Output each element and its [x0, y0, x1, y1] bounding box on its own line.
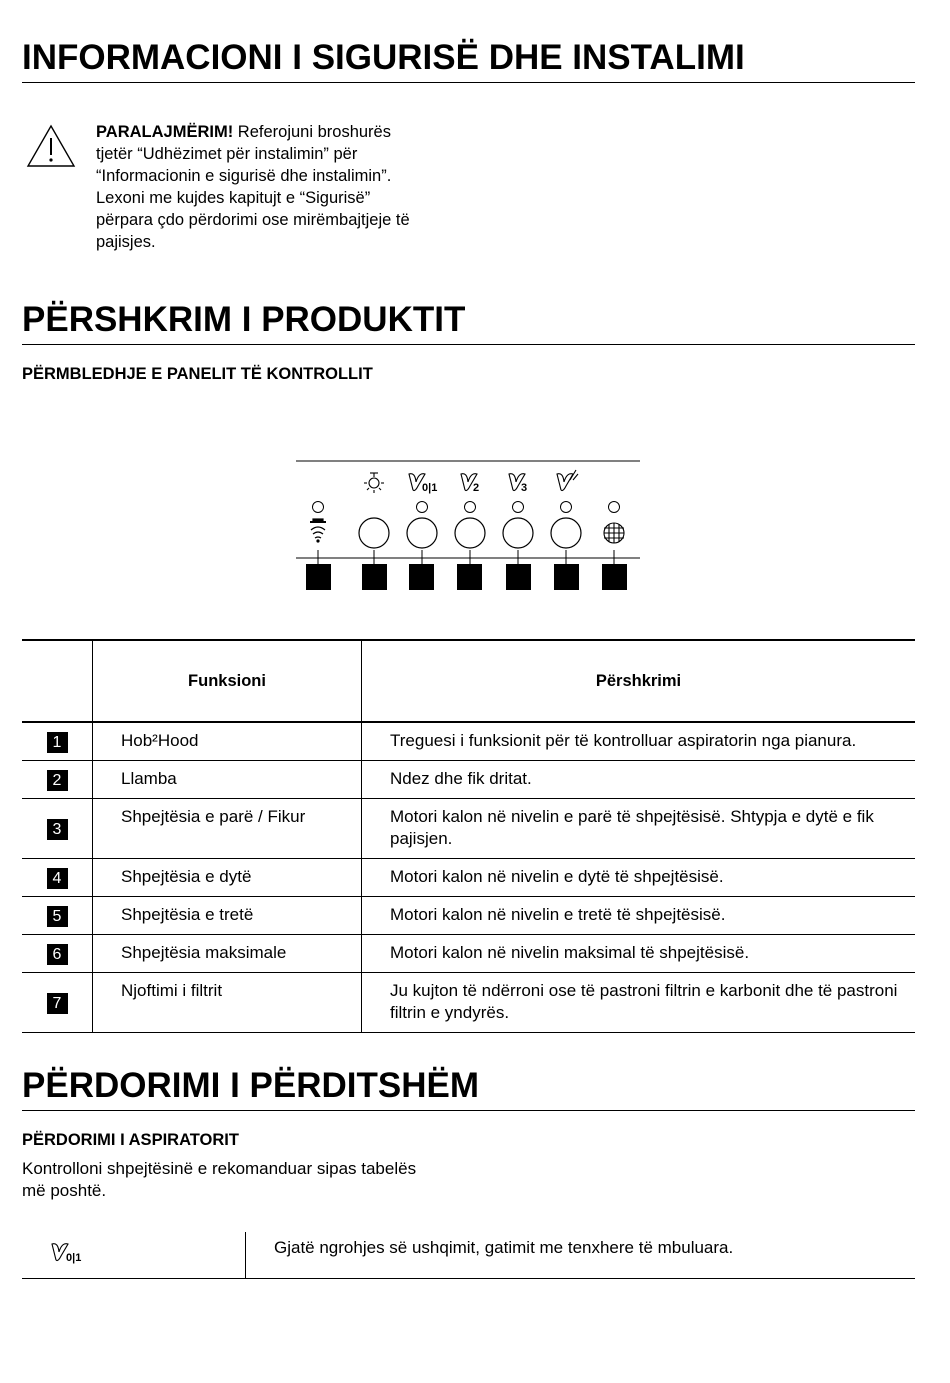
lamp-button — [359, 518, 389, 548]
indicator-led — [513, 502, 524, 513]
row-function: Shpejtësia maksimale — [93, 935, 362, 973]
subtitle-control-panel: PËRMBLEDHJE E PANELIT TË KONTROLLIT — [22, 365, 373, 383]
row-number: 5 — [47, 906, 68, 927]
indicator-led — [465, 502, 476, 513]
table-row — [22, 973, 915, 1033]
indicator-led — [561, 502, 572, 513]
callout-square-4 — [457, 564, 482, 590]
control-panel-diagram — [295, 460, 641, 595]
header-number — [22, 640, 93, 722]
row-number: 4 — [47, 868, 68, 889]
row-description: Motori kalon në nivelin e tretë të shpejtësisë. — [362, 897, 916, 935]
section-title-safety: INFORMACIONI I SIGURISË DHE INSTALIMI — [22, 38, 915, 83]
row-function: Shpejtësia e parë / Fikur — [93, 799, 362, 859]
header-function: Funksioni — [93, 640, 362, 722]
intro-paragraph: Kontrolloni shpejtësinë e rekomanduar sipas tabelës më poshtë. — [22, 1159, 417, 1200]
row-description: Ndez dhe fik dritat. — [362, 761, 916, 799]
callout-square-7 — [602, 564, 627, 590]
warning-paragraph — [96, 121, 411, 253]
lamp-icon — [364, 473, 384, 493]
row-number: 6 — [47, 944, 68, 965]
indicator-led — [417, 502, 428, 513]
row-number: 2 — [47, 770, 68, 791]
header-description: Përshkrimi — [362, 640, 916, 722]
table-row — [22, 761, 915, 799]
speed-label-0-1: 0|1 — [66, 1252, 82, 1264]
speed-label-2: 2 — [473, 482, 480, 494]
filter-icon — [604, 523, 624, 543]
control-panel-function-table — [22, 639, 915, 1033]
section-title-product: PËRSHKRIM I PRODUKTIT — [22, 300, 915, 345]
indicator-led — [609, 502, 620, 513]
table-row — [22, 897, 915, 935]
table-row — [22, 722, 915, 761]
speed-label-0-1: 0|1 — [422, 482, 438, 494]
table-row — [22, 799, 915, 859]
speed-1-button — [407, 518, 437, 548]
row-function: Hob²Hood — [93, 722, 362, 761]
warning-triangle-icon — [26, 124, 76, 168]
row-function: Shpejtësia e tretë — [93, 897, 362, 935]
callout-square-6 — [554, 564, 579, 590]
speed-max-button — [551, 518, 581, 548]
table-row — [22, 935, 915, 973]
warning-text: Referojuni broshurës tjetër “Udhëzimet për instalimin” për “Informacionin e sigurisë dhe instalimin”. Lexoni me kujdes kapitujt e “Sigurisë” përpara çdo përdorimi ose mirëmbajtjeje të pajisjes. — [96, 123, 410, 251]
speed-recommendation-text: Gjatë ngrohjes së ushqimit, gatimit me tenxhere të mbuluara. — [274, 1238, 734, 1257]
hob2hood-icon — [310, 519, 326, 542]
fan-speed-0-1-icon — [48, 1236, 108, 1276]
subtitle-hood-use: PËRDORIMI I ASPIRATORIT — [22, 1131, 239, 1149]
callout-square-1 — [306, 564, 331, 590]
indicator-led — [313, 502, 324, 513]
row-number: 1 — [47, 732, 68, 753]
table-row — [22, 859, 915, 897]
row-description: Ju kujton të ndërroni ose të pastroni filtrin e karbonit dhe të pastroni filtrin e yndyrës. — [362, 973, 916, 1033]
speed-recommendation-table — [22, 1232, 915, 1279]
warning-label: PARALAJMËRIM! — [96, 123, 234, 141]
section-title-daily-use: PËRDORIMI I PËRDITSHËM — [22, 1066, 915, 1111]
speed-label-3: 3 — [521, 482, 528, 494]
callout-square-5 — [506, 564, 531, 590]
row-description: Treguesi i funksionit për të kontrolluar aspiratorin nga pianura. — [362, 722, 916, 761]
row-function: Njoftimi i filtrit — [93, 973, 362, 1033]
row-function: Llamba — [93, 761, 362, 799]
callout-square-3 — [409, 564, 434, 590]
row-number: 3 — [47, 819, 68, 840]
row-description: Motori kalon në nivelin maksimal të shpejtësisë. — [362, 935, 916, 973]
speed-icon-cell — [22, 1232, 246, 1278]
row-description: Motori kalon në nivelin e parë të shpejtësisë. Shtypja e dytë e fik pajisjen. — [362, 799, 916, 859]
callout-square-2 — [362, 564, 387, 590]
row-description: Motori kalon në nivelin e dytë të shpejtësisë. — [362, 859, 916, 897]
row-number: 7 — [47, 993, 68, 1014]
speed-3-button — [503, 518, 533, 548]
speed-2-button — [455, 518, 485, 548]
fan-boost-icon — [557, 470, 578, 491]
row-function: Shpejtësia e dytë — [93, 859, 362, 897]
